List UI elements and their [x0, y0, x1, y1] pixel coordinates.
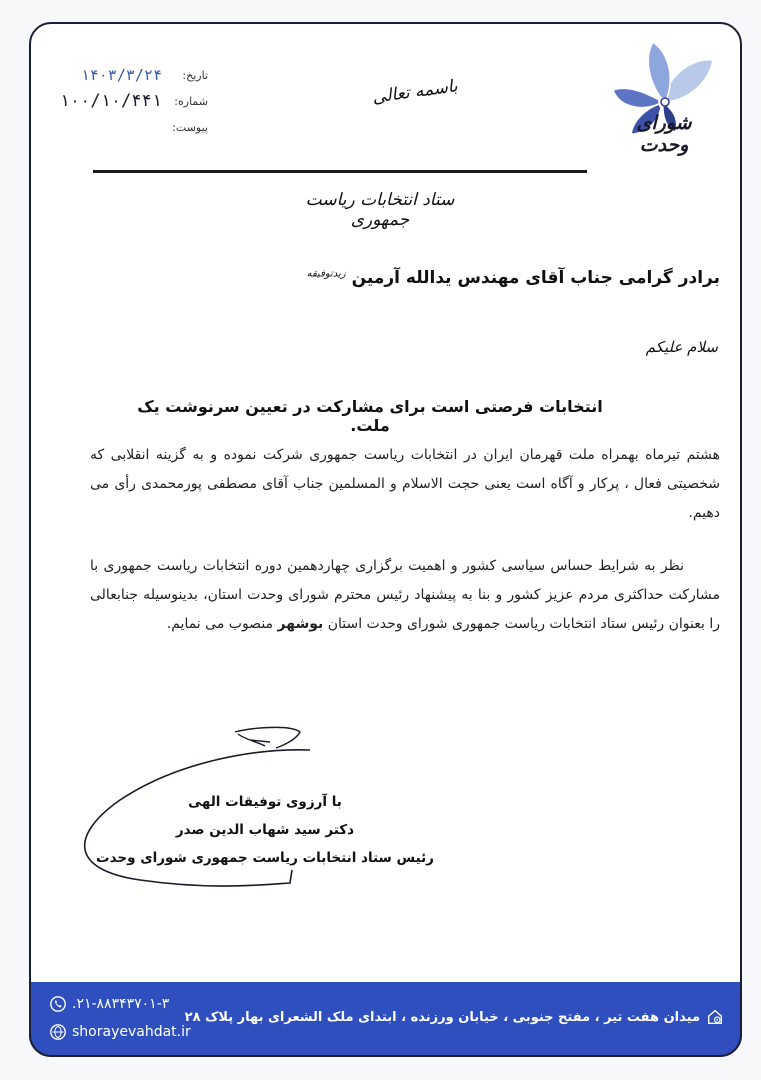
- paragraph-1: هشتم تیرماه بهمراه ملت قهرمان ایران در انتخابات ریاست جمهوری شرکت نموده و به گزینه انقلابی که شخصیتی فعال ، پرکار و آگاه است یعنی حجت الاسلام و المسلمین جناب آقای مصطفی پورمحمدی رأی می دهیم.: [90, 447, 720, 521]
- signature-name: دکتر سید شهاب الدین صدر: [175, 822, 355, 838]
- attachment-row: [58, 114, 208, 140]
- date-label: تاریخ:: [182, 68, 208, 82]
- footer-bar: [29, 982, 742, 1057]
- number-row: [58, 88, 208, 114]
- paragraph-2-end: منصوب می نمایم.: [166, 616, 274, 632]
- logo-wordmark: شورای وحدت: [636, 112, 692, 156]
- paragraph-2: [90, 552, 720, 639]
- footer-phone-line: [49, 990, 191, 1018]
- addressee-honorific: زیدتوفیقه: [306, 268, 346, 280]
- footer-contact: [49, 990, 191, 1046]
- attachment-label: پیوست:: [172, 120, 208, 134]
- headline: انتخابات فرصتی است برای مشارکت در تعیین سرنوشت یک ملت.: [137, 397, 603, 435]
- phone-icon: [49, 995, 67, 1013]
- location-home-icon: [706, 1008, 724, 1026]
- date-value: ۱۴۰۳/۳/۲۴: [80, 66, 162, 84]
- paragraph-2-province: بوشهر: [277, 616, 324, 632]
- number-label: شماره:: [174, 94, 208, 108]
- signature-block: [95, 788, 435, 872]
- signature-closing: با آرزوی توفیقات الهی: [188, 794, 342, 810]
- globe-icon: [49, 1023, 67, 1041]
- number-value: ۱۰۰/۱۰/۴۴۱: [59, 91, 162, 111]
- addressee-name: برادر گرامی جناب آقای مهندس یدالله آرمین: [351, 268, 720, 288]
- letter-frame: [29, 22, 742, 1057]
- footer-phone[interactable]: .۲۱-۸۸۳۴۳۷۰۱-۳: [72, 996, 170, 1012]
- department-title: ستاد انتخابات ریاست جمهوری: [305, 190, 455, 230]
- footer-address-text: میدان هفت تیر ، مفتح جنوبی ، خیابان ورزنده ، ابتدای ملک الشعرای بهار پلاک ۲۸: [184, 1009, 700, 1025]
- greeting: سلام علیکم: [645, 338, 718, 356]
- signature-title: رئیس ستاد انتخابات ریاست جمهوری شورای وحدت: [96, 850, 434, 866]
- invocation: باسمه تعالی: [371, 76, 459, 108]
- footer-website[interactable]: shorayevahdat.ir: [72, 1024, 191, 1040]
- addressee: [300, 268, 720, 288]
- paragraph-2-text: نظر به شرایط حساس سیاسی کشور و اهمیت برگزاری چهاردهمین دوره انتخابات ریاست جمهوری با مشارکت حداکثری مردم عزیز کشور و بنا به پیشنهاد رئیس محترم شورای وحدت استان، بدینوسیله جنابعالی را بعنوان رئیس ستاد انتخابات ریاست جمهوری شورای وحدت استان: [90, 558, 720, 632]
- meta-block: [58, 62, 208, 140]
- date-row: [58, 62, 208, 88]
- header-divider: [93, 170, 587, 173]
- footer-address: [185, 1008, 724, 1026]
- footer-web-line: [49, 1018, 191, 1046]
